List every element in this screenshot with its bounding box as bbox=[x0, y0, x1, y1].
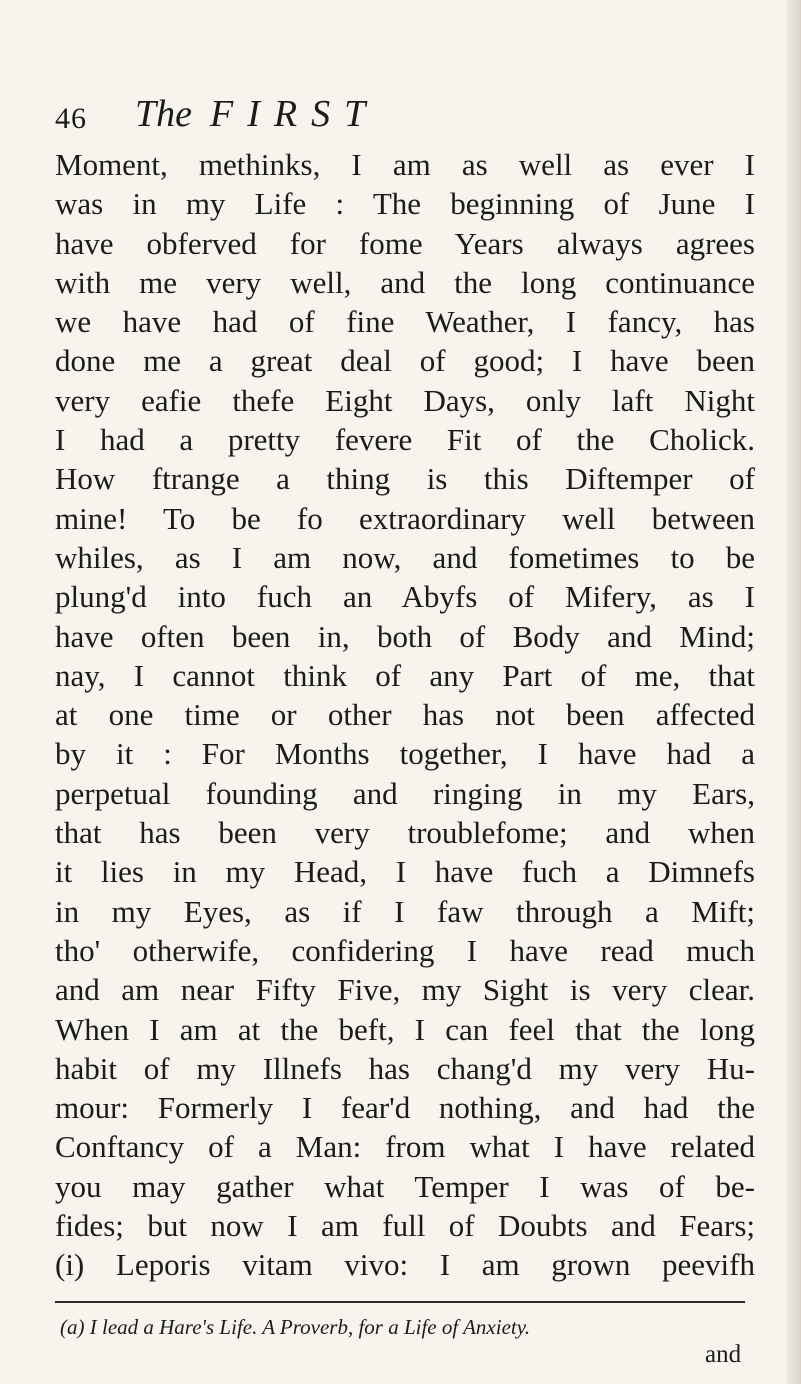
text-line: have often been in, both of Body and Mind; bbox=[55, 618, 755, 654]
text-line: When I am at the beft, I can feel that the long bbox=[55, 1011, 755, 1047]
text-line: whiles, as I am now, and fometimes to be bbox=[55, 539, 755, 575]
text-line: it lies in my Head, I have fuch a Dimnefs bbox=[55, 854, 755, 890]
text-line: with me very well, and the long continuance bbox=[55, 264, 755, 300]
text-line: have obferved for fome Years always agrees bbox=[55, 225, 755, 261]
footnote-rule bbox=[55, 1299, 755, 1305]
text-line: I had a pretty fevere Fit of the Cholick. bbox=[55, 422, 755, 458]
text-line: and am near Fifty Five, my Sight is very clear. bbox=[55, 972, 755, 1008]
text-line: by it : For Months together, I have had a bbox=[55, 736, 755, 772]
text-line: fides; but now I am full of Doubts and Fears; bbox=[55, 1208, 755, 1244]
text-line: mine! To be fo extraordinary well between bbox=[55, 500, 755, 536]
text-line: you may gather what Temper I was of be- bbox=[55, 1168, 755, 1204]
text-line: nay, I cannot think of any Part of me, that bbox=[55, 657, 755, 693]
page-edge bbox=[787, 0, 801, 1384]
text-line: How ftrange a thing is this Diftemper of bbox=[55, 461, 755, 497]
text-line: plung'd into fuch an Abyfs of Mifery, as I bbox=[55, 579, 755, 615]
text-line: in my Eyes, as if I faw through a Mift; bbox=[55, 893, 755, 929]
text-line: was in my Life : The beginning of June I bbox=[55, 186, 755, 222]
catchword: and bbox=[705, 1340, 742, 1368]
page-number: 46 bbox=[55, 102, 87, 135]
text-line: perpetual founding and ringing in my Ears, bbox=[55, 775, 755, 811]
text-line: mour: Formerly I fear'd nothing, and had the bbox=[55, 1090, 755, 1126]
text-line: habit of my Illnefs has chang'd my very Hu- bbox=[55, 1050, 755, 1086]
running-head bbox=[135, 92, 379, 136]
footnote: (a) I lead a Hare's Life. A Proverb, for a Life of Anxiety. bbox=[60, 1314, 531, 1339]
text-line: we have had of fine Weather, I fancy, has bbox=[55, 304, 755, 340]
text-line: done me a great deal of good; I have been bbox=[55, 343, 755, 379]
text-line: tho' otherwife, confidering I have read much bbox=[55, 932, 755, 968]
text-line: very eafie thefe Eight Days, only laft Night bbox=[55, 382, 755, 418]
text-line: (i) Leporis vitam vivo: I am grown peevifh bbox=[55, 1247, 755, 1283]
running-header bbox=[55, 92, 745, 142]
body-text bbox=[55, 145, 755, 1285]
text-line: Moment, methinks, I am as well as ever I bbox=[55, 147, 755, 182]
text-line: that has been very troublefome; and when bbox=[55, 815, 755, 851]
text-line: at one time or other has not been affected bbox=[55, 697, 755, 733]
text-line: Conftancy of a Man: from what I have related bbox=[55, 1129, 755, 1165]
running-head-word: FIRST bbox=[210, 93, 380, 135]
running-head-the: The bbox=[135, 93, 192, 135]
